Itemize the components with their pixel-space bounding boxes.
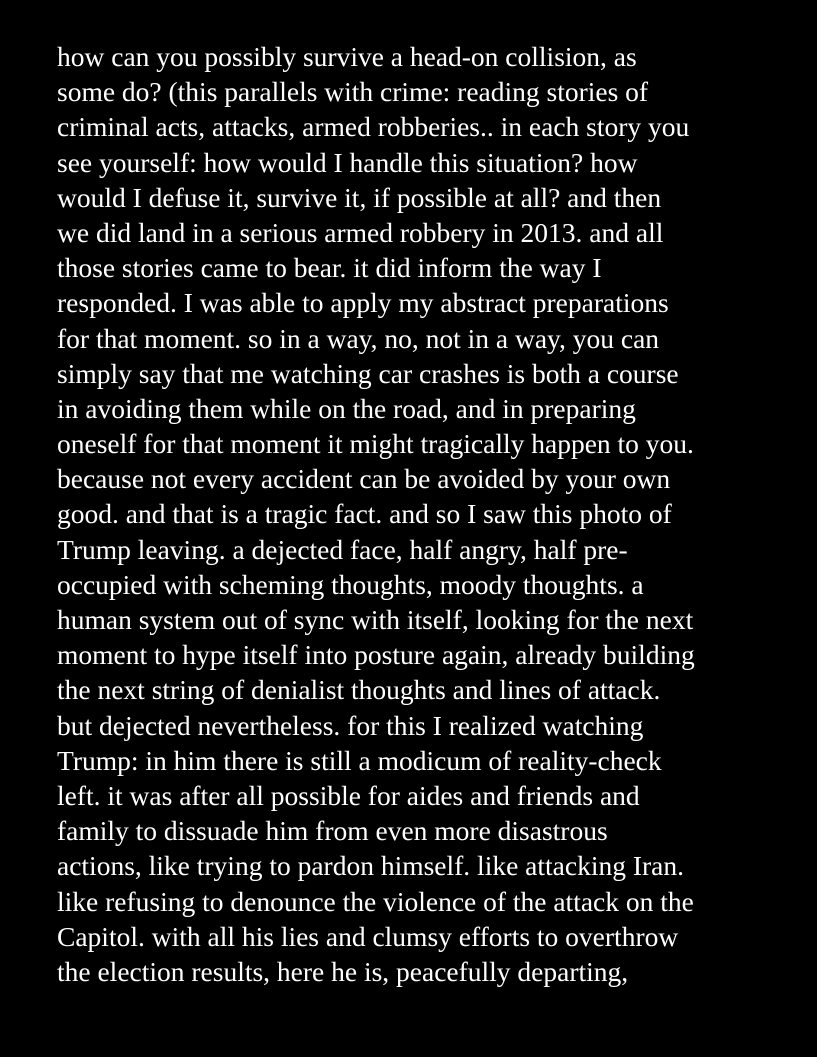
text-line: in avoiding them while on the road, and in preparing (57, 392, 636, 424)
text-line: for that moment. so in a way, no, not in a way, you can (57, 322, 660, 354)
text-line: moment to hype itself into posture again, already building (57, 639, 695, 671)
text-line: simply say that me watching car crashes is both a course (57, 357, 679, 389)
text-line: Trump: in him there is still a modicum of reality-check (57, 744, 662, 776)
text-line: some do? (this parallels with crime: reading stories of (57, 76, 649, 108)
text-line: oneself for that moment it might tragically happen to you. (57, 428, 694, 460)
text-line: the election results, here he is, peacefully departing, (57, 955, 629, 987)
text-line: Capitol. with all his lies and clumsy efforts to overthrow (57, 920, 679, 952)
text-line: responded. I was able to apply my abstract preparations (57, 287, 669, 319)
text-line: occupied with scheming thoughts, moody thoughts. a (57, 568, 644, 600)
text-line: criminal acts, attacks, armed robberies.. in each story you (57, 111, 690, 143)
text-line: we did land in a serious armed robbery in 2013. and all (57, 216, 664, 248)
text-line: actions, like trying to pardon himself. like attacking Iran. (57, 850, 684, 882)
text-line: but dejected nevertheless. for this I realized watching (57, 709, 644, 741)
text-body (57, 39, 797, 989)
text-line: family to dissuade him from even more disastrous (57, 815, 608, 847)
text-line: like refusing to denounce the violence of the attack on the (57, 885, 694, 917)
text-line: see yourself: how would I handle this situation? how (57, 146, 638, 178)
text-line: those stories came to bear. it did inform the way I (57, 252, 602, 284)
text-line: Trump leaving. a dejected face, half angry, half pre- (57, 533, 628, 565)
text-line: the next string of denialist thoughts and lines of attack. (57, 674, 661, 706)
text-line: good. and that is a tragic fact. and so I saw this photo of (57, 498, 672, 530)
text-line: how can you possibly survive a head-on collision, as (57, 41, 637, 72)
text-line: human system out of sync with itself, looking for the next (57, 604, 694, 635)
text-line: would I defuse it, survive it, if possible at all? and then (57, 181, 662, 213)
text-line: because not every accident can be avoided by your own (57, 463, 671, 495)
text-line: left. it was after all possible for aides and friends and (57, 779, 640, 811)
